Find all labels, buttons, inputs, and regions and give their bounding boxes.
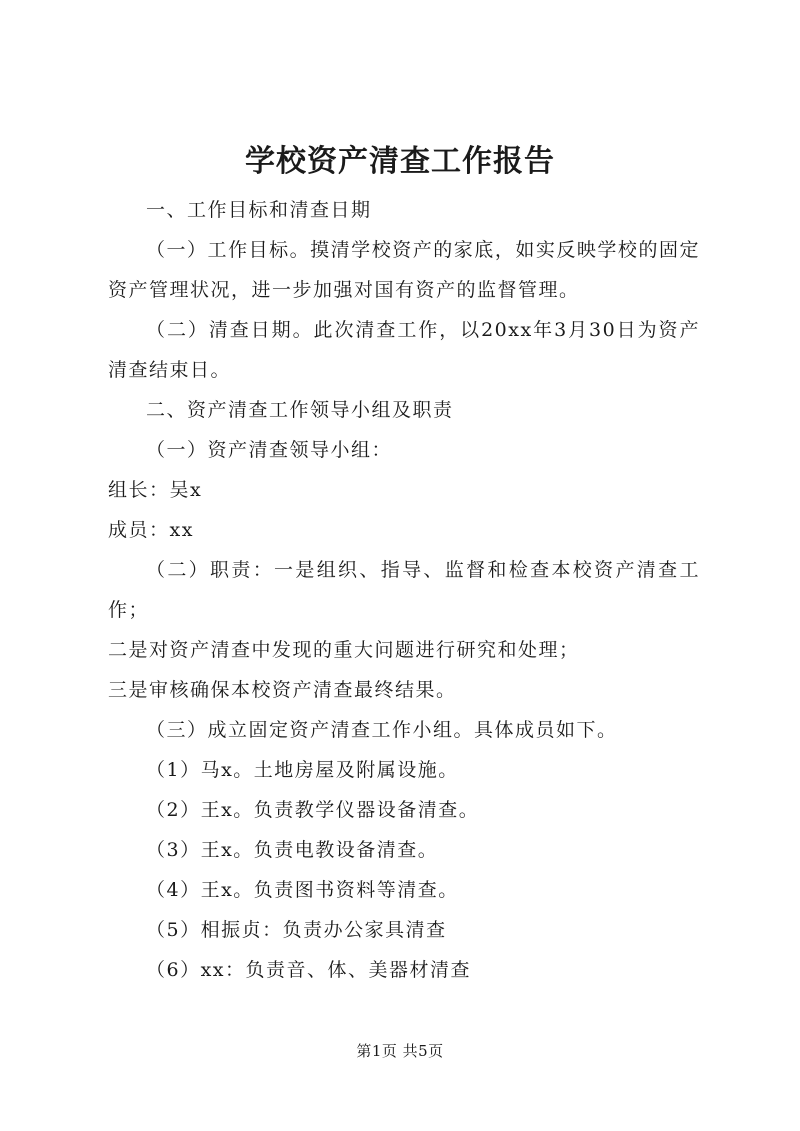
page-footer: 第1页 共5页 <box>356 1042 444 1060</box>
paragraph-work-goal: （一）工作目标。摸清学校资产的家底，如实反映学校的固定资产管理状况，进一步加强对国有资产的监督管理。 <box>108 239 700 301</box>
paragraph-check-date: （二）清查日期。此次清查工作，以20xx年3月30日为资产清查结束日。 <box>108 319 700 381</box>
section-heading-1: 一、工作目标和清查日期 <box>146 199 372 221</box>
list-item-6: （6）xx：负责音、体、美器材清查 <box>146 959 472 981</box>
paragraph-leading-group: （一）资产清查领导小组： <box>146 439 393 461</box>
paragraph-working-group: （三）成立固定资产清查工作小组。具体成员如下。 <box>146 719 618 741</box>
list-item-1: （1）马x。土地房屋及附属设施。 <box>146 759 459 781</box>
paragraph-duties: （二）职责：一是组织、指导、监督和检查本校资产清查工作； <box>108 559 700 621</box>
list-item-3: （3）王x。负责电教设备清查。 <box>146 839 439 861</box>
paragraph-members: 成员：xx <box>108 519 194 541</box>
section-heading-2: 二、资产清查工作领导小组及职责 <box>146 399 454 421</box>
list-item-2: （2）王x。负责教学仪器设备清查。 <box>146 799 480 821</box>
document-title: 学校资产清查工作报告 <box>245 144 555 179</box>
list-item-5: （5）相振贞：负责办公家具清查 <box>146 919 447 941</box>
paragraph-duty-3: 三是审核确保本校资产清查最终结果。 <box>108 679 457 701</box>
list-item-4: （4）王x。负责图书资料等清查。 <box>146 879 459 901</box>
document-body <box>108 190 700 990</box>
paragraph-group-leader: 组长：吴x <box>108 479 203 501</box>
paragraph-duty-2: 二是对资产清查中发现的重大问题进行研究和处理； <box>108 639 580 661</box>
